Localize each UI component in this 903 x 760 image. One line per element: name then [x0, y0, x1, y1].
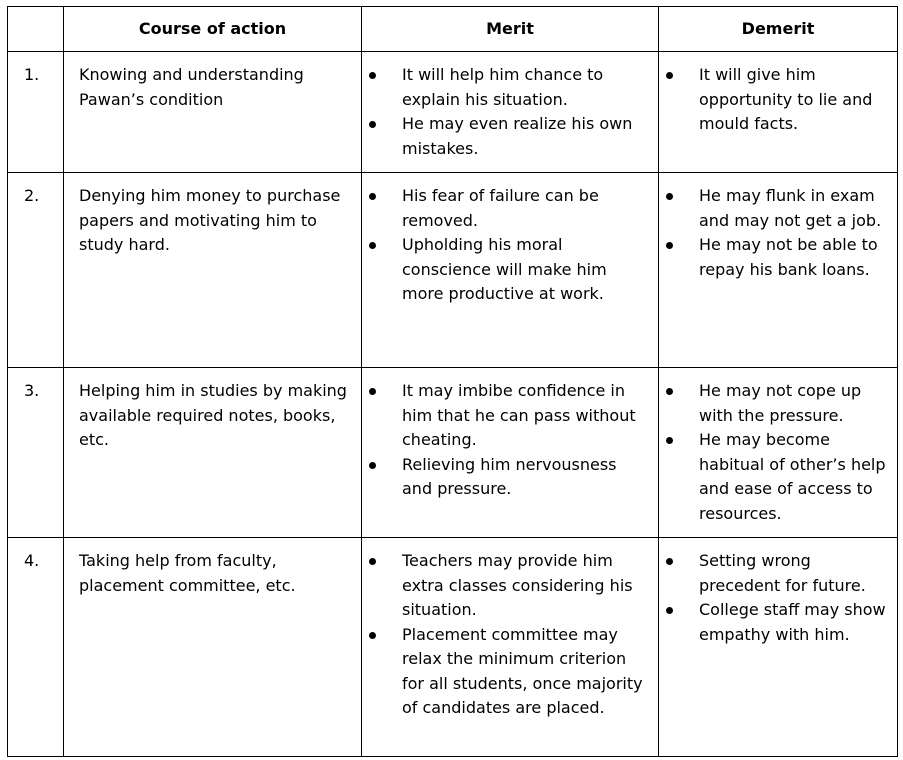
merit-item — [362, 549, 658, 623]
demerit-item — [659, 63, 897, 137]
merit-cell — [362, 52, 659, 173]
bullet-icon — [666, 607, 673, 614]
merit-item — [362, 453, 658, 502]
demerit-list — [659, 379, 897, 526]
table-row — [8, 173, 898, 368]
demerit-item — [659, 428, 897, 526]
row-number: 2. — [24, 186, 40, 205]
row-number: 1. — [24, 65, 40, 84]
bullet-icon — [666, 558, 673, 565]
merit-list — [362, 379, 658, 502]
header-demerit-cell: Demerit — [659, 7, 898, 52]
merit-list — [362, 184, 658, 307]
demerit-item — [659, 379, 897, 428]
course-text: Knowing and understanding Pawan’s condition — [79, 65, 304, 109]
demerit-list — [659, 549, 897, 647]
merit-cell — [362, 173, 659, 368]
bullet-icon — [369, 558, 376, 565]
course-text: Denying him money to purchase papers and motivating him to study hard. — [79, 186, 341, 254]
course-cell — [64, 368, 362, 538]
header-number-cell — [8, 7, 64, 52]
demerit-text: He may become habitual of other’s help and ease of access to resources. — [699, 430, 886, 523]
demerit-text: It will give him opportunity to lie and mould facts. — [699, 65, 873, 133]
demerit-cell — [659, 173, 898, 368]
merit-cell — [362, 538, 659, 757]
merit-text: It may imbibe confidence in him that he can pass without cheating. — [402, 381, 636, 449]
demerit-text: He may flunk in exam and may not get a job. — [699, 186, 882, 230]
row-number-cell — [8, 52, 64, 173]
merit-text: It will help him chance to explain his situation. — [402, 65, 604, 109]
course-cell — [64, 52, 362, 173]
bullet-icon — [369, 388, 376, 395]
merit-item — [362, 623, 658, 721]
row-number: 3. — [24, 381, 40, 400]
bullet-icon — [369, 72, 376, 79]
bullet-icon — [666, 388, 673, 395]
demerit-item — [659, 549, 897, 598]
table-row — [8, 538, 898, 757]
demerit-cell — [659, 538, 898, 757]
row-number-cell — [8, 538, 64, 757]
table-row — [8, 368, 898, 538]
merit-cell — [362, 368, 659, 538]
course-cell — [64, 538, 362, 757]
demerit-text: Setting wrong precedent for future. — [699, 551, 866, 595]
course-cell — [64, 173, 362, 368]
course-of-action-table — [7, 6, 898, 757]
merit-text: He may even realize his own mistakes. — [402, 114, 633, 158]
demerit-list — [659, 184, 897, 282]
bullet-icon — [666, 193, 673, 200]
merit-item — [362, 184, 658, 233]
course-text: Helping him in studies by making available required notes, books, etc. — [79, 381, 347, 449]
merit-text: Teachers may provide him extra classes considering his situation. — [402, 551, 633, 619]
demerit-item — [659, 233, 897, 282]
merit-item — [362, 112, 658, 161]
demerit-cell — [659, 368, 898, 538]
row-number-cell — [8, 368, 64, 538]
bullet-icon — [369, 242, 376, 249]
bullet-icon — [369, 632, 376, 639]
bullet-icon — [369, 121, 376, 128]
merit-list — [362, 63, 658, 161]
demerit-text: College staff may show empathy with him. — [699, 600, 886, 644]
demerit-item — [659, 184, 897, 233]
bullet-icon — [666, 242, 673, 249]
merit-list — [362, 549, 658, 721]
bullet-icon — [666, 437, 673, 444]
row-number: 4. — [24, 551, 40, 570]
demerit-cell — [659, 52, 898, 173]
merit-text: Relieving him nervousness and pressure. — [402, 454, 617, 498]
table-row — [8, 52, 898, 173]
bullet-icon — [369, 193, 376, 200]
demerit-text: He may not cope up with the pressure. — [699, 381, 862, 425]
demerit-item — [659, 598, 897, 647]
merit-text: Placement committee may relax the minimum criterion for all students, once majority of candidates are placed. — [402, 624, 643, 717]
merit-text: Upholding his moral conscience will make him more productive at work. — [402, 235, 607, 303]
merit-item — [362, 233, 658, 307]
row-number-cell — [8, 173, 64, 368]
demerit-text: He may not be able to repay his bank loans. — [699, 235, 878, 279]
merit-item — [362, 379, 658, 453]
merit-text: His fear of failure can be removed. — [402, 186, 599, 230]
header-course-cell: Course of action — [64, 7, 362, 52]
table-header-row — [8, 7, 898, 52]
demerit-list — [659, 63, 897, 137]
bullet-icon — [666, 72, 673, 79]
header-merit-cell: Merit — [362, 7, 659, 52]
course-text: Taking help from faculty, placement committee, etc. — [79, 551, 296, 595]
bullet-icon — [369, 462, 376, 469]
merit-item — [362, 63, 658, 112]
